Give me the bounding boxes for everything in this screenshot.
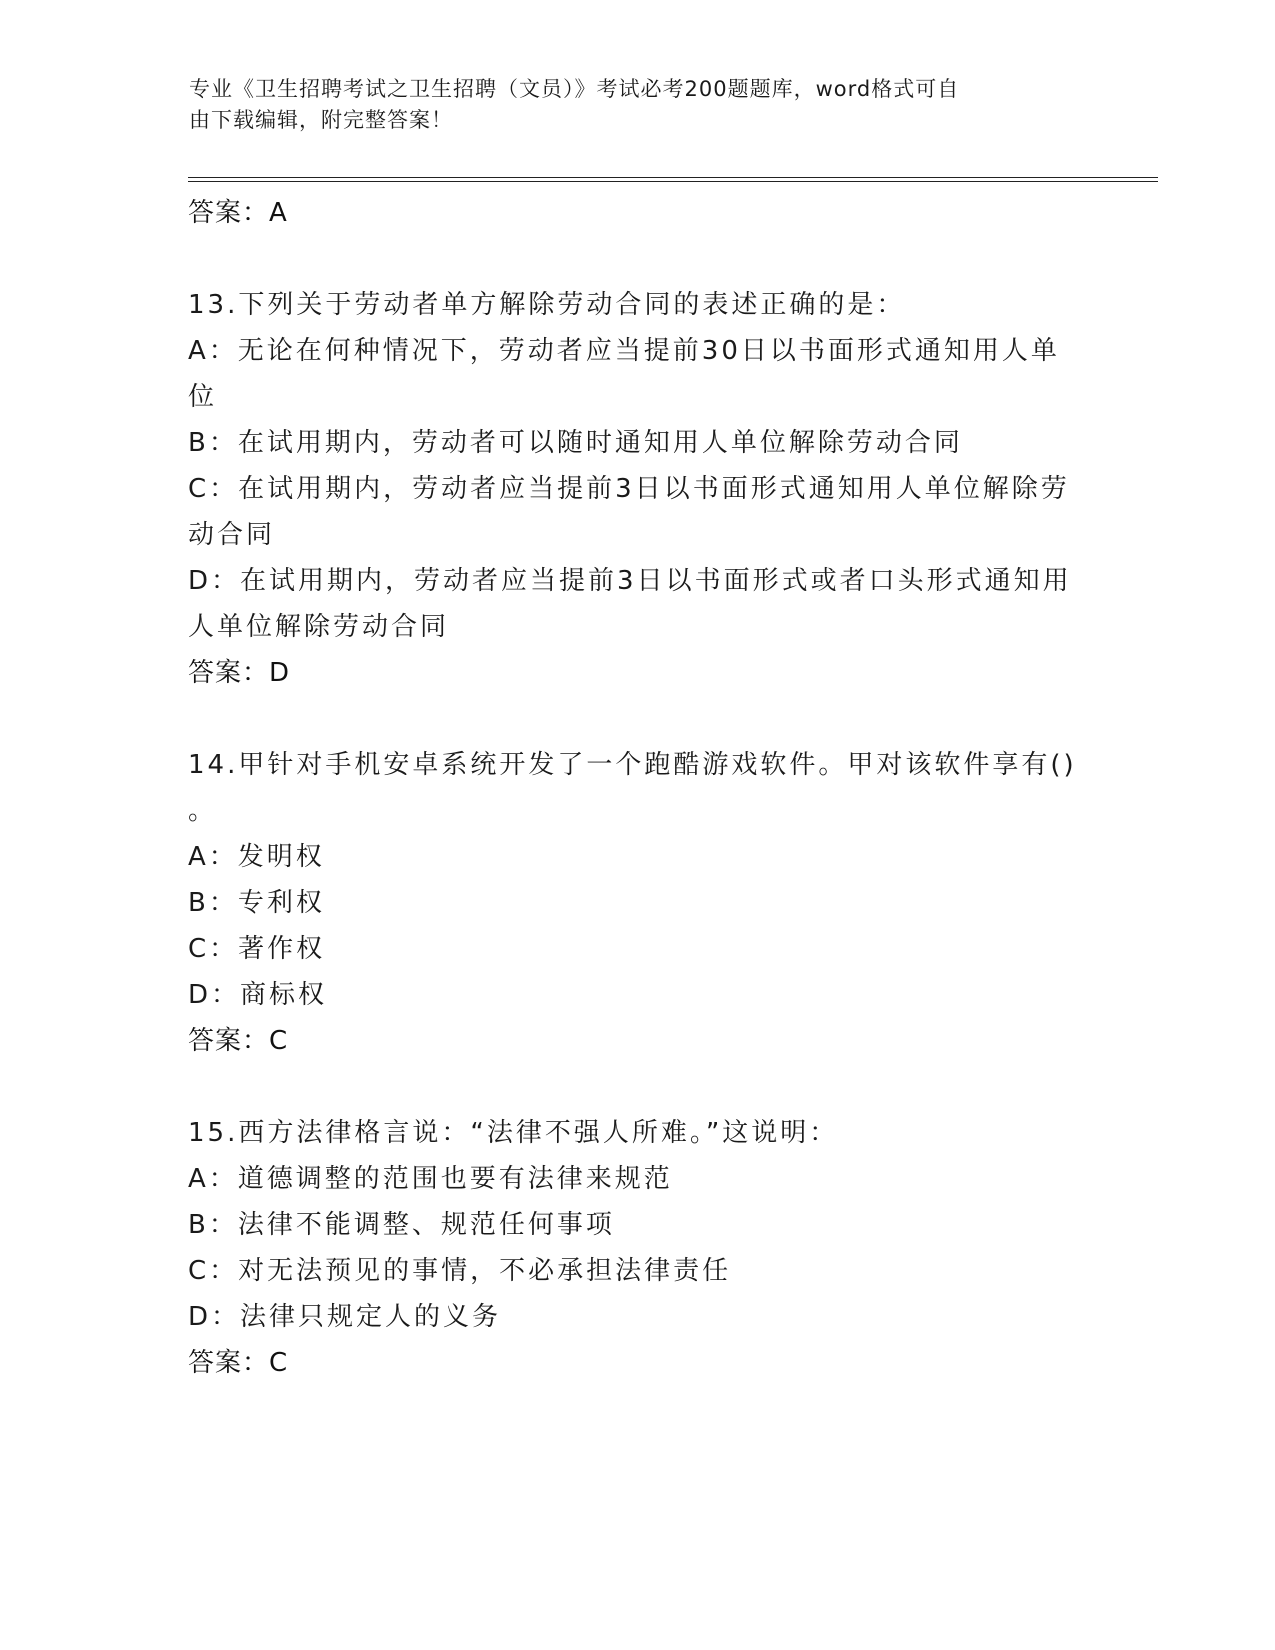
question-stem-continued: 。 [188, 796, 218, 826]
option-a: A：无论在何种情况下，劳动者应当提前30日以书面形式通知用人单 [188, 336, 1060, 366]
answer-value: C [269, 1026, 289, 1056]
option-c: C：在试用期内，劳动者应当提前3日以书面形式通知用人单位解除劳 [188, 474, 1070, 504]
answer-line [188, 650, 1088, 696]
option-c-continued: 动合同 [188, 520, 276, 550]
answer-value: D [269, 658, 291, 688]
spacer [188, 1064, 1088, 1110]
option-b: B：在试用期内，劳动者可以随时通知用人单位解除劳动合同 [188, 428, 963, 458]
header-divider [188, 177, 1158, 182]
option-c: C：著作权 [188, 934, 326, 964]
answer-value: A [269, 198, 288, 228]
answer-label: 答案： [188, 1348, 270, 1378]
document-header [189, 74, 1089, 136]
option-b: B：专利权 [188, 888, 325, 918]
header-line-2: 由下载编辑，附完整答案！ [189, 108, 453, 132]
option-a: A：发明权 [188, 842, 325, 872]
answer-line [188, 1018, 1088, 1064]
question-block [188, 742, 1088, 1064]
answer-label: 答案： [188, 198, 270, 228]
header-line-1: 专业《卫生招聘考试之卫生招聘（文员）》考试必考200题题库，word格式可自 [189, 77, 960, 101]
question-stem: 15.西方法律格言说：“法律不强人所难。”这说明： [188, 1118, 839, 1148]
option-c: C：对无法预见的事情，不必承担法律责任 [188, 1256, 732, 1286]
option-d: D：在试用期内，劳动者应当提前3日以书面形式或者口头形式通知用 [188, 566, 1072, 596]
question-block [188, 1110, 1088, 1386]
answer-value: C [269, 1348, 289, 1378]
option-a: A：道德调整的范围也要有法律来规范 [188, 1164, 673, 1194]
spacer [188, 696, 1088, 742]
spacer [188, 236, 1088, 282]
answer-line [188, 190, 1088, 236]
option-d-continued: 人单位解除劳动合同 [188, 612, 450, 642]
question-stem: 13.下列关于劳动者单方解除劳动合同的表述正确的是： [188, 290, 906, 320]
answer-label: 答案： [188, 658, 270, 688]
question-block [188, 282, 1088, 696]
option-d: D：商标权 [188, 980, 328, 1010]
option-a-continued: 位 [188, 382, 218, 412]
question-stem: 14.甲针对手机安卓系统开发了一个跑酷游戏软件。甲对该软件享有() [188, 750, 1077, 780]
option-d: D：法律只规定人的义务 [188, 1302, 502, 1332]
answer-label: 答案： [188, 1026, 270, 1056]
question-list [188, 190, 1088, 1386]
answer-line [188, 1340, 1088, 1386]
option-b: B：法律不能调整、规范任何事项 [188, 1210, 615, 1240]
